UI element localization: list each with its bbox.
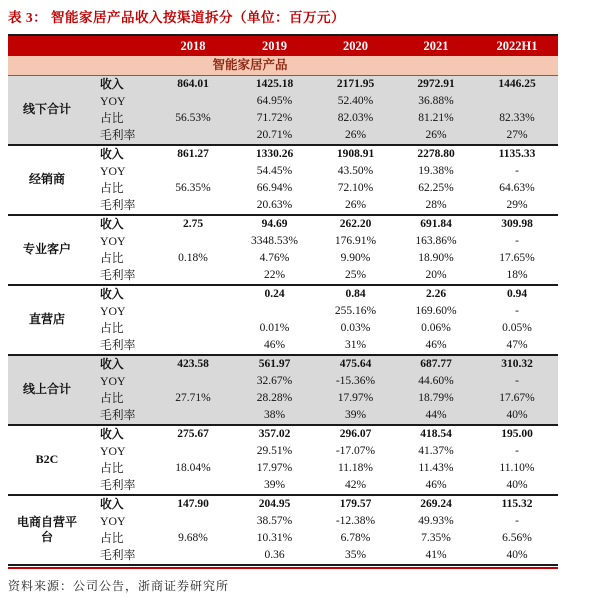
value-cell: 26% xyxy=(315,127,396,145)
table-row xyxy=(8,530,558,547)
channel-group-label: 线上合计 xyxy=(8,355,86,425)
revenue-breakdown-table xyxy=(8,34,558,566)
value-cell xyxy=(152,163,234,180)
value-cell: 49.93% xyxy=(418,514,454,527)
table-row xyxy=(8,495,558,513)
year-header: 2021 xyxy=(396,35,476,56)
value-cell: 687.77 xyxy=(396,355,476,373)
value-cell: -15.36% xyxy=(315,373,396,390)
value-cell: 262.20 xyxy=(315,215,396,233)
value-cell xyxy=(152,373,234,390)
value-cell: 10.31% xyxy=(256,531,293,544)
value-cell: 52.40% xyxy=(315,93,396,110)
value-cell: 7.35% xyxy=(421,531,451,544)
table-row xyxy=(8,547,558,565)
table-row xyxy=(8,127,558,145)
value-cell: 26% xyxy=(396,127,476,145)
value-cell: 38.57% xyxy=(256,514,293,527)
value-cell xyxy=(152,267,234,285)
metric-label: 收入 xyxy=(86,145,152,163)
value-cell: 418.54 xyxy=(396,425,476,443)
channel-group-label: 直营店 xyxy=(8,285,86,355)
corner-cell xyxy=(8,35,86,56)
year-header: 2019 xyxy=(234,35,315,56)
value-cell: 4.76% xyxy=(259,251,290,264)
value-cell: 72.10% xyxy=(337,181,374,194)
value-cell: - xyxy=(476,373,558,390)
channel-group-label: 专业客户 xyxy=(8,215,86,285)
value-cell: 28.28% xyxy=(234,390,315,407)
value-cell: 82.03% xyxy=(315,110,396,127)
value-cell: 17.97% xyxy=(256,461,293,474)
value-cell: 31% xyxy=(344,338,367,351)
value-cell: 64.95% xyxy=(234,93,315,110)
value-cell xyxy=(152,197,234,215)
metric-label: 占比 xyxy=(100,180,124,195)
table-row xyxy=(8,407,558,425)
value-cell: 861.27 xyxy=(152,145,234,163)
value-cell: 423.58 xyxy=(152,355,234,373)
value-cell: 9.68% xyxy=(178,531,208,544)
value-cell: - xyxy=(515,444,519,457)
channel-group-label: 电商自营平台 xyxy=(8,495,86,565)
value-cell: 19.38% xyxy=(418,164,454,177)
value-cell: 147.90 xyxy=(152,495,234,513)
table-row xyxy=(8,373,558,390)
metric-label: 收入 xyxy=(86,425,152,443)
value-cell: 1330.26 xyxy=(234,145,315,163)
value-cell: 81.21% xyxy=(396,110,476,127)
value-cell: 32.67% xyxy=(234,373,315,390)
value-cell xyxy=(152,443,234,460)
metric-label: YOY xyxy=(86,373,152,390)
value-cell: 561.97 xyxy=(234,355,315,373)
metric-label: YOY xyxy=(100,163,126,178)
metric-label: 收入 xyxy=(86,355,152,373)
value-cell: 1425.18 xyxy=(234,75,315,93)
value-cell: 40% xyxy=(506,478,528,491)
table-row xyxy=(8,267,558,285)
value-cell: 20.63% xyxy=(256,198,293,211)
table-title: 表 3： 智能家居产品收入按渠道拆分（单位：百万元） xyxy=(8,10,345,25)
value-cell: 179.57 xyxy=(315,495,396,513)
value-cell xyxy=(152,127,234,145)
value-cell: 275.67 xyxy=(152,425,234,443)
year-header: 2022H1 xyxy=(476,35,558,56)
table-row xyxy=(8,180,558,197)
value-cell: - xyxy=(515,234,519,247)
table-row xyxy=(8,443,558,460)
metric-label: 占比 xyxy=(100,460,124,475)
source-note: 资料来源：公司公告，浙商证券研究所 xyxy=(8,578,230,593)
value-cell xyxy=(152,93,234,110)
value-cell: 47% xyxy=(506,338,528,351)
value-cell xyxy=(152,303,234,320)
value-cell: 11.18% xyxy=(337,461,374,474)
metric-label: 毛利率 xyxy=(100,547,136,562)
metric-label: YOY xyxy=(86,93,152,110)
metric-label: 占比 xyxy=(86,390,152,407)
value-cell: 2972.91 xyxy=(396,75,476,93)
metric-label: 收入 xyxy=(86,495,152,513)
value-cell: 6.78% xyxy=(340,531,371,544)
channel-group-label: B2C xyxy=(8,425,86,495)
metric-label: YOY xyxy=(100,513,126,528)
value-cell: 0.06% xyxy=(421,321,451,334)
value-cell: 39% xyxy=(315,407,396,425)
product-subheader-row xyxy=(8,56,558,75)
value-cell: 25% xyxy=(344,268,367,281)
metric-label: YOY xyxy=(100,303,126,318)
table-header xyxy=(8,35,558,56)
value-cell: 82.33% xyxy=(476,110,558,127)
table-row xyxy=(8,425,558,443)
value-cell: 42% xyxy=(344,478,367,491)
year-header: 2018 xyxy=(152,35,234,56)
value-cell: 0.36 xyxy=(264,548,285,561)
table-body xyxy=(8,56,558,565)
value-cell: 310.32 xyxy=(476,355,558,373)
value-cell: 56.35% xyxy=(175,181,211,194)
value-cell: 39% xyxy=(263,478,286,491)
value-cell: 56.53% xyxy=(152,110,234,127)
table-row xyxy=(8,513,558,530)
value-cell: 46% xyxy=(425,338,447,351)
value-cell xyxy=(476,93,558,110)
value-cell: 44.60% xyxy=(396,373,476,390)
metric-label: 毛利率 xyxy=(100,337,136,352)
value-cell xyxy=(152,320,234,337)
value-cell: 1135.33 xyxy=(476,145,558,163)
metric-label: 毛利率 xyxy=(86,407,152,425)
value-cell: 54.45% xyxy=(256,164,293,177)
product-subheader-label: 智能家居产品 xyxy=(8,56,558,75)
value-cell xyxy=(234,303,315,320)
value-cell: - xyxy=(515,514,519,527)
metric-label: 毛利率 xyxy=(100,267,136,282)
value-cell: 2.75 xyxy=(152,215,234,233)
value-cell: 20% xyxy=(425,268,447,281)
table-row xyxy=(8,477,558,495)
metric-label: YOY xyxy=(100,443,126,458)
metric-label: 收入 xyxy=(86,215,152,233)
value-cell: 62.25% xyxy=(418,181,454,194)
value-cell: 163.86% xyxy=(415,234,457,247)
metric-label: 毛利率 xyxy=(86,127,152,145)
value-cell: 18.04% xyxy=(175,461,211,474)
value-cell: 28% xyxy=(425,198,447,211)
table-row xyxy=(8,250,558,267)
value-cell: 71.72% xyxy=(234,110,315,127)
value-cell: 64.63% xyxy=(499,181,535,194)
value-cell: 6.56% xyxy=(502,531,532,544)
value-cell: 1446.25 xyxy=(476,75,558,93)
metric-label: 占比 xyxy=(100,320,124,335)
value-cell xyxy=(152,547,234,565)
value-cell: 11.43% xyxy=(418,461,454,474)
table-row xyxy=(8,320,558,337)
channel-group-label: 经销商 xyxy=(8,145,86,215)
value-cell: 29.51% xyxy=(256,444,293,457)
value-cell: 204.95 xyxy=(234,495,315,513)
value-cell: 46% xyxy=(263,338,286,351)
value-cell: 18% xyxy=(506,268,528,281)
metric-label: 毛利率 xyxy=(100,477,136,492)
value-cell: 475.64 xyxy=(315,355,396,373)
table-row xyxy=(8,215,558,233)
value-cell: 195.00 xyxy=(476,425,558,443)
value-cell xyxy=(152,513,234,530)
value-cell: 29% xyxy=(506,198,528,211)
metric-label: YOY xyxy=(100,233,126,248)
value-cell: 296.07 xyxy=(315,425,396,443)
value-cell: 269.24 xyxy=(396,495,476,513)
value-cell: 2.26 xyxy=(396,285,476,303)
table-row xyxy=(8,355,558,373)
value-cell: 41% xyxy=(425,548,447,561)
value-cell: 94.69 xyxy=(234,215,315,233)
value-cell: 2171.95 xyxy=(315,75,396,93)
value-cell: 20.71% xyxy=(234,127,315,145)
value-cell xyxy=(152,285,234,303)
value-cell: 309.98 xyxy=(476,215,558,233)
table-row xyxy=(8,233,558,250)
value-cell: 27.71% xyxy=(152,390,234,407)
table-row xyxy=(8,197,558,215)
corner-cell xyxy=(86,35,152,56)
value-cell: 176.91% xyxy=(334,234,377,247)
value-cell: 22% xyxy=(263,268,286,281)
value-cell: 0.03% xyxy=(340,321,371,334)
value-cell: -17.07% xyxy=(335,444,376,457)
metric-label: 占比 xyxy=(86,110,152,127)
value-cell: 27% xyxy=(476,127,558,145)
table-row xyxy=(8,145,558,163)
value-cell: 18.90% xyxy=(418,251,454,264)
value-cell: 18.79% xyxy=(396,390,476,407)
table-row xyxy=(8,75,558,93)
value-cell: 169.60% xyxy=(415,304,457,317)
value-cell: 44% xyxy=(396,407,476,425)
value-cell: 0.01% xyxy=(259,321,290,334)
value-cell: 17.97% xyxy=(315,390,396,407)
value-cell: 0.05% xyxy=(502,321,532,334)
table-row xyxy=(8,390,558,407)
value-cell xyxy=(152,477,234,495)
metric-label: 占比 xyxy=(100,250,124,265)
value-cell xyxy=(152,233,234,250)
table-row xyxy=(8,110,558,127)
metric-label: 收入 xyxy=(86,75,152,93)
table-row xyxy=(8,163,558,180)
value-cell: 35% xyxy=(344,548,367,561)
value-cell xyxy=(152,337,234,355)
value-cell: 46% xyxy=(425,478,447,491)
value-cell: 357.02 xyxy=(234,425,315,443)
table-row xyxy=(8,460,558,477)
year-header-row xyxy=(8,35,558,56)
value-cell: 1908.91 xyxy=(315,145,396,163)
value-cell: 0.24 xyxy=(234,285,315,303)
value-cell: 9.90% xyxy=(340,251,371,264)
table-row xyxy=(8,285,558,303)
value-cell: 0.94 xyxy=(476,285,558,303)
metric-label: 收入 xyxy=(86,285,152,303)
value-cell: 17.65% xyxy=(499,251,535,264)
value-cell: 115.32 xyxy=(476,495,558,513)
metric-label: 毛利率 xyxy=(100,197,136,212)
value-cell: 17.67% xyxy=(476,390,558,407)
table-row xyxy=(8,93,558,110)
value-cell xyxy=(152,407,234,425)
value-cell: 11.10% xyxy=(499,461,535,474)
value-cell: 691.84 xyxy=(396,215,476,233)
value-cell: 36.88% xyxy=(396,93,476,110)
value-cell: 0.84 xyxy=(315,285,396,303)
value-cell: 3348.53% xyxy=(251,234,298,247)
table-row xyxy=(8,337,558,355)
value-cell: 66.94% xyxy=(256,181,293,194)
value-cell: 864.01 xyxy=(152,75,234,93)
year-header: 2020 xyxy=(315,35,396,56)
value-cell: 26% xyxy=(344,198,367,211)
value-cell: -12.38% xyxy=(335,514,376,527)
value-cell: 40% xyxy=(476,407,558,425)
table-row xyxy=(8,303,558,320)
value-cell: - xyxy=(515,304,519,317)
metric-label: 占比 xyxy=(100,530,124,545)
value-cell: 38% xyxy=(234,407,315,425)
value-cell: 40% xyxy=(506,548,528,561)
channel-group-label: 线下合计 xyxy=(8,75,86,145)
value-cell: 0.18% xyxy=(178,251,208,264)
value-cell: 43.50% xyxy=(337,164,374,177)
value-cell: 2278.80 xyxy=(396,145,476,163)
value-cell: - xyxy=(515,164,519,177)
value-cell: 255.16% xyxy=(334,304,377,317)
value-cell: 41.37% xyxy=(418,444,454,457)
